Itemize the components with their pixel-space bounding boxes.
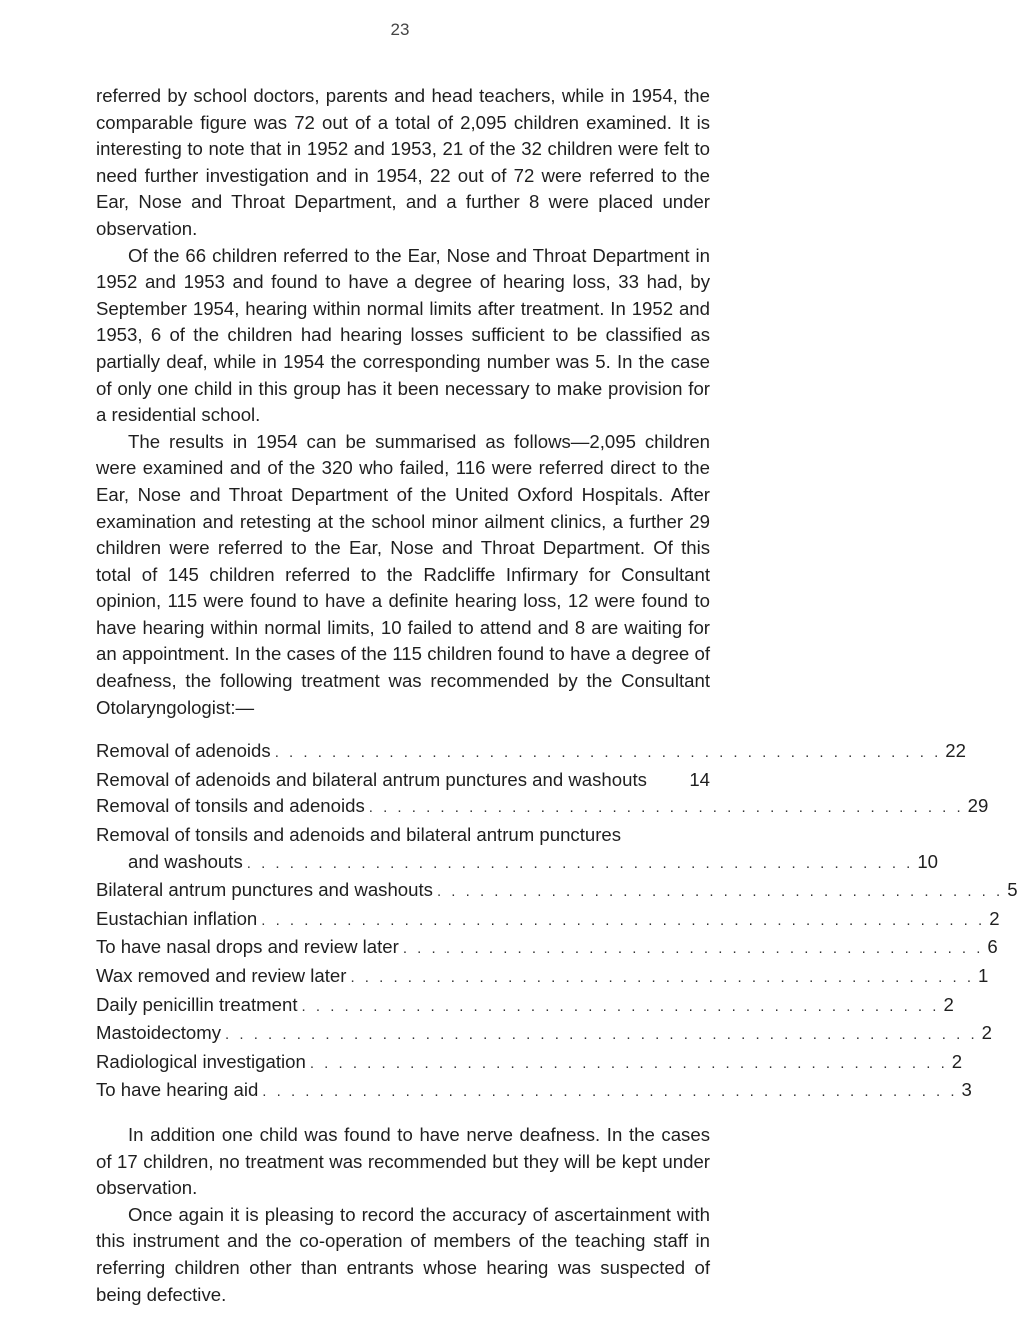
leader-dots: . . . . . . . . . . . . . . . . . . . . . . . . . . . . . . . . . . . . . . . . . . <box>368 799 964 817</box>
treatment-row <box>96 906 1000 935</box>
treatment-label: Removal of adenoids and bilateral antrum punctures and washouts <box>96 768 647 790</box>
leader-dots: . . . . . . . . . . . . . . . . . . . . . . . . . . . . . . . . . . . . . . . . . . . . . . . . . . . <box>261 911 986 929</box>
paragraph: Once again it is pleasing to record the accuracy of ascertainment with this instrument and the co-operation of members of the teaching staff in referring children other than entrants whose hearing was suspected of being defective. <box>96 1203 710 1305</box>
treatment-label-continuation: and washouts <box>128 850 243 872</box>
paragraph: Of the 66 children referred to the Ear, Nose and Throat Department in 1952 and 1953 and found to have a degree of hearing loss, 33 had, by September 1954, hearing within normal limits after treatment. In 1952 and 1953, 6 of the children had hearing losses sufficient to be classified as partially deaf, while in 1954 the corresponding number was 5. In the case of only one child in this group has it been necessary to make provision for a residential school. <box>96 244 710 426</box>
treatment-label: Radiological investigation <box>96 1050 306 1072</box>
treatment-row <box>96 793 989 822</box>
treatment-row <box>96 963 989 992</box>
leader-dots: . . . . . . . . . . . . . . . . . . . . . . . . . . . . . . . . . . . . . . . . <box>436 883 1004 901</box>
treatment-row-multiline <box>96 822 939 877</box>
treatment-row <box>96 738 966 767</box>
document-body <box>96 83 1018 1308</box>
treatment-row <box>96 877 1018 906</box>
treatment-count: 10 <box>917 850 939 872</box>
treatment-label: Bilateral antrum punctures and washouts <box>96 879 433 901</box>
treatment-count: 2 <box>943 993 954 1015</box>
paragraph: In addition one child was found to have nerve deafness. In the cases of 17 children, no treatment was recommended but they will be kept under observation. <box>96 1123 710 1199</box>
treatment-label: Daily penicillin treatment <box>96 993 298 1015</box>
treatment-count: 29 <box>967 795 989 817</box>
treatment-row <box>96 1077 972 1106</box>
treatment-row <box>96 934 998 963</box>
treatment-count: 3 <box>961 1079 972 1101</box>
leader-dots: . . . . . . . . . . . . . . . . . . . . . . . . . . . . . . . . . . . . . . . . . . . . <box>350 969 975 986</box>
leader-dots: . . . . . . . . . . . . . . . . . . . . . . . . . . . . . . . . . . . . . . . . . . . . . . . <box>246 854 914 872</box>
page-number: 23 <box>390 20 410 39</box>
treatment-count: 2 <box>981 1022 992 1044</box>
leader-dots: . . . . . . . . . . . . . . . . . . . . . . . . . . . . . . . . . . . . . . . . . . . . . <box>309 1054 948 1072</box>
treatment-row <box>96 767 710 794</box>
leader-dots: . . . . . . . . . . . . . . . . . . . . . . . . . . . . . . . . . . . . . . . . . <box>402 940 984 958</box>
treatment-count: 22 <box>945 740 966 762</box>
treatment-row <box>96 1020 992 1049</box>
leader-dots: . . . . . . . . . . . . . . . . . . . . . . . . . . . . . . . . . . . . . . . . . . . . . . . <box>274 744 942 762</box>
treatment-label: Wax removed and review later <box>96 965 347 986</box>
treatment-label: Eustachian inflation <box>96 907 258 929</box>
leader-dots: . . . . . . . . . . . . . . . . . . . . . . . . . . . . . . . . . . . . . . . . . . . . . . . . . . . . . <box>225 1026 978 1044</box>
paragraph: referred by school doctors, parents and head teachers, while in 1954, the comparable figure was 72 out of a total of 2,095 children examined. It is interesting to note that in 1952 and 1953, 21 of the 32 children were felt to need further investigation and in 1954, 22 out of 72 were referred to the Ear, Nose and Throat Department, and a further 8 were placed under observation. <box>96 85 710 239</box>
treatment-label: Removal of tonsils and adenoids <box>96 795 365 817</box>
treatment-row <box>96 992 954 1021</box>
treatment-count: 5 <box>1007 879 1018 901</box>
treatment-count: 6 <box>987 936 998 958</box>
paragraph: The results in 1954 can be summarised as follows—2,095 children were examined and of the 320 who failed, 116 were referred direct to the Ear, Nose and Throat Department of the United Oxford Hospitals. After examination and retesting at the school minor ailment clinics, a further 29 children were referred to the Ear, Nose and Throat Department. Of this total of 145 children referred to the Radcliffe Infirmary for Consultant opinion, 115 were found to have a definite hearing loss, 12 were found to have hearing within normal limits, 10 failed to attend and 8 are waiting for an appointment. In the cases of the 115 children found to have a degree of deafness, the following treatment was recommended by the Consultant Otolaryngologist:— <box>96 430 710 718</box>
treatment-count: 2 <box>989 907 1000 929</box>
treatment-label: Removal of adenoids <box>96 740 271 762</box>
treatment-label: Removal of tonsils and adenoids and bilateral antrum punctures <box>96 824 622 846</box>
leader-dots: . . . . . . . . . . . . . . . . . . . . . . . . . . . . . . . . . . . . . . . . . . . . . <box>301 997 940 1015</box>
treatment-count: 2 <box>951 1050 963 1072</box>
treatment-list <box>96 738 1018 1106</box>
treatment-row <box>96 1049 963 1078</box>
treatment-label: To have hearing aid <box>96 1079 259 1101</box>
treatment-label: To have nasal drops and review later <box>96 936 399 958</box>
treatment-label: Mastoidectomy <box>96 1022 222 1044</box>
treatment-count: 1 <box>978 965 989 986</box>
treatment-count: 14 <box>689 768 710 790</box>
leader-dots: . . . . . . . . . . . . . . . . . . . . . . . . . . . . . . . . . . . . . . . . . . . . . . . . . <box>262 1083 958 1101</box>
